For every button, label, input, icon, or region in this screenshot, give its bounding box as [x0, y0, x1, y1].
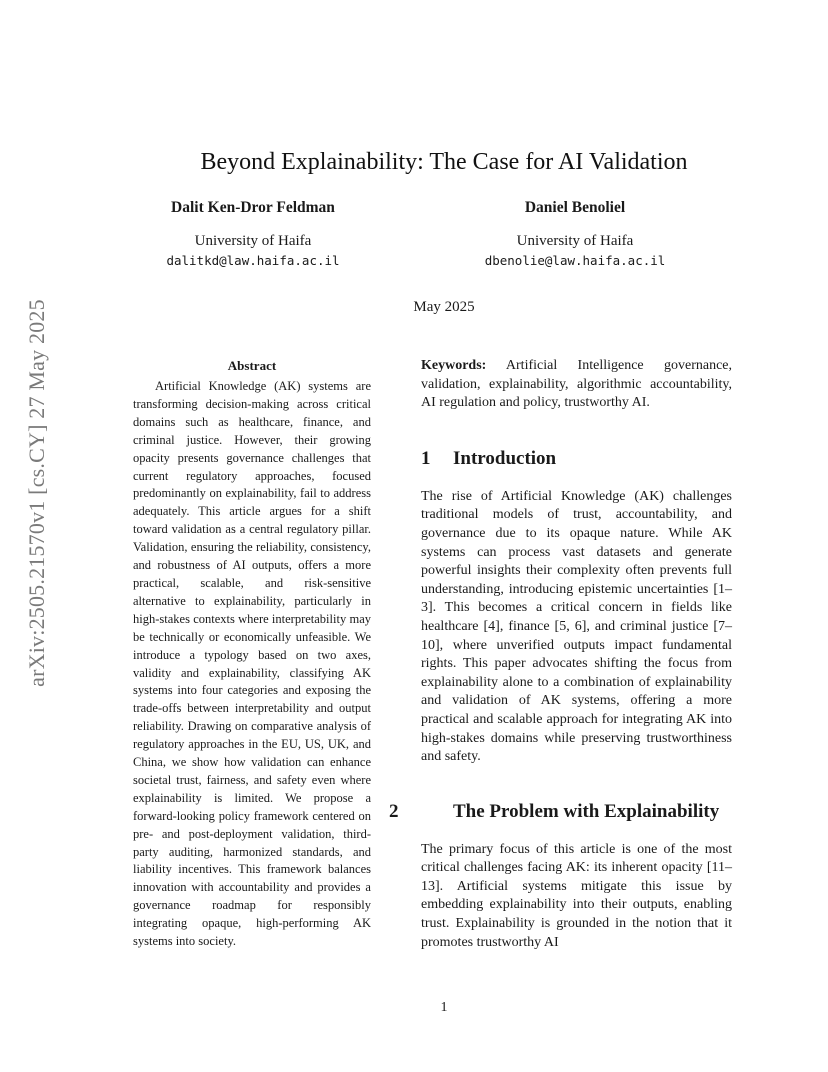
arxiv-identifier	[22, 248, 52, 738]
section-heading-problem	[389, 799, 732, 824]
page-number: 1	[440, 1000, 448, 1015]
author-block	[103, 198, 403, 271]
abstract-heading: Abstract	[227, 358, 277, 373]
section-number: 2	[389, 800, 399, 822]
abstract-text: Artificial Knowledge (AK) systems are transforming decision-making across critical domains such as healthcare, finance, and criminal justice. However, their growing opacity presents governance challenges that current regulatory approaches, focused predominantly on explainability, fail to address adequately. This article argues for a shift toward validation as a central regulatory pillar. Validation, ensuring the reliability, consistency, and robustness of AI outputs, offers a more practical, scalable, and risk-sensitive alternative to explainability, particularly in high-stakes contexts where interpretability may be technically or economically unfeasible. We introduce a typology based on two axes, validity and explainability, classifying AK systems into four categories and exposing the trade-offs between interpretability and output reliability. Drawing on comparative analysis of regulatory approaches in the EU, US, UK, and China, we show how validation can enhance societal trust, fairness, and safety even where explainability is limited. We propose a forward-looking policy framework centered on pre- and post-deployment validation, third-party auditing, harmonized standards, and liability incentives. This framework balances innovation with accountability and provides a governance roadmap for responsibly integrating opaque, high-performing AK systems into society.	[133, 379, 371, 949]
paper-title: Beyond Explainability: The Case for AI Validation	[200, 149, 688, 175]
arxiv-identifier-text: arXiv:2505.21570v1 [cs.CY] 27 May 2025	[24, 299, 49, 687]
paper-date: May 2025	[413, 299, 475, 315]
main-column	[389, 357, 732, 952]
author-email: dbenolie@law.haifa.ac.il	[484, 253, 666, 268]
author-email: dalitkd@law.haifa.ac.il	[166, 253, 340, 268]
section-heading-introduction	[421, 446, 732, 471]
keywords-label: Keywords:	[421, 358, 487, 373]
section-paragraph: The primary focus of this article is one of the most critical challenges facing AK: its inherent opacity [11–13]. Artificial systems mitigate this issue by embedding explainability into their outputs, enabling trust. Explainability is grounded in the notion that it promotes trustworthy AI	[421, 841, 732, 950]
section-title: Introduction	[453, 447, 557, 469]
section-title: The Problem with Explainability	[453, 800, 720, 822]
author-name: Dalit Ken-Dror Feldman	[171, 199, 335, 216]
author-name: Daniel Benoliel	[524, 199, 626, 216]
author-affiliation: University of Haifa	[516, 233, 634, 249]
abstract-section	[133, 357, 371, 951]
section-paragraph: The rise of Artificial Knowledge (AK) challenges traditional models of trust, accountability, and governance due to its opaque nature. While AK systems can process vast datasets and generate powerful insights their complexity often prevents full understanding, introducing epistemic uncertainties [1–3]. This becomes a critical concern in fields like healthcare [4], finance [5, 6], and criminal justice [7–10], where unverified outputs impact fundamental rights. This paper advocates shifting the focus from explainability alone to a combination of explainability and validation of AK systems, offering a more practical and scalable approach for integrating AK into high-stakes domains while preserving trustworthiness and safety.	[421, 488, 732, 765]
keywords	[421, 357, 732, 413]
author-affiliation: University of Haifa	[194, 233, 312, 249]
author-block	[425, 198, 725, 271]
keywords-text: Artificial Intelligence governance, validation, explainability, algorithmic accountability, AI regulation and policy, trustworthy AI.	[421, 358, 732, 411]
section-number: 1	[421, 447, 431, 469]
